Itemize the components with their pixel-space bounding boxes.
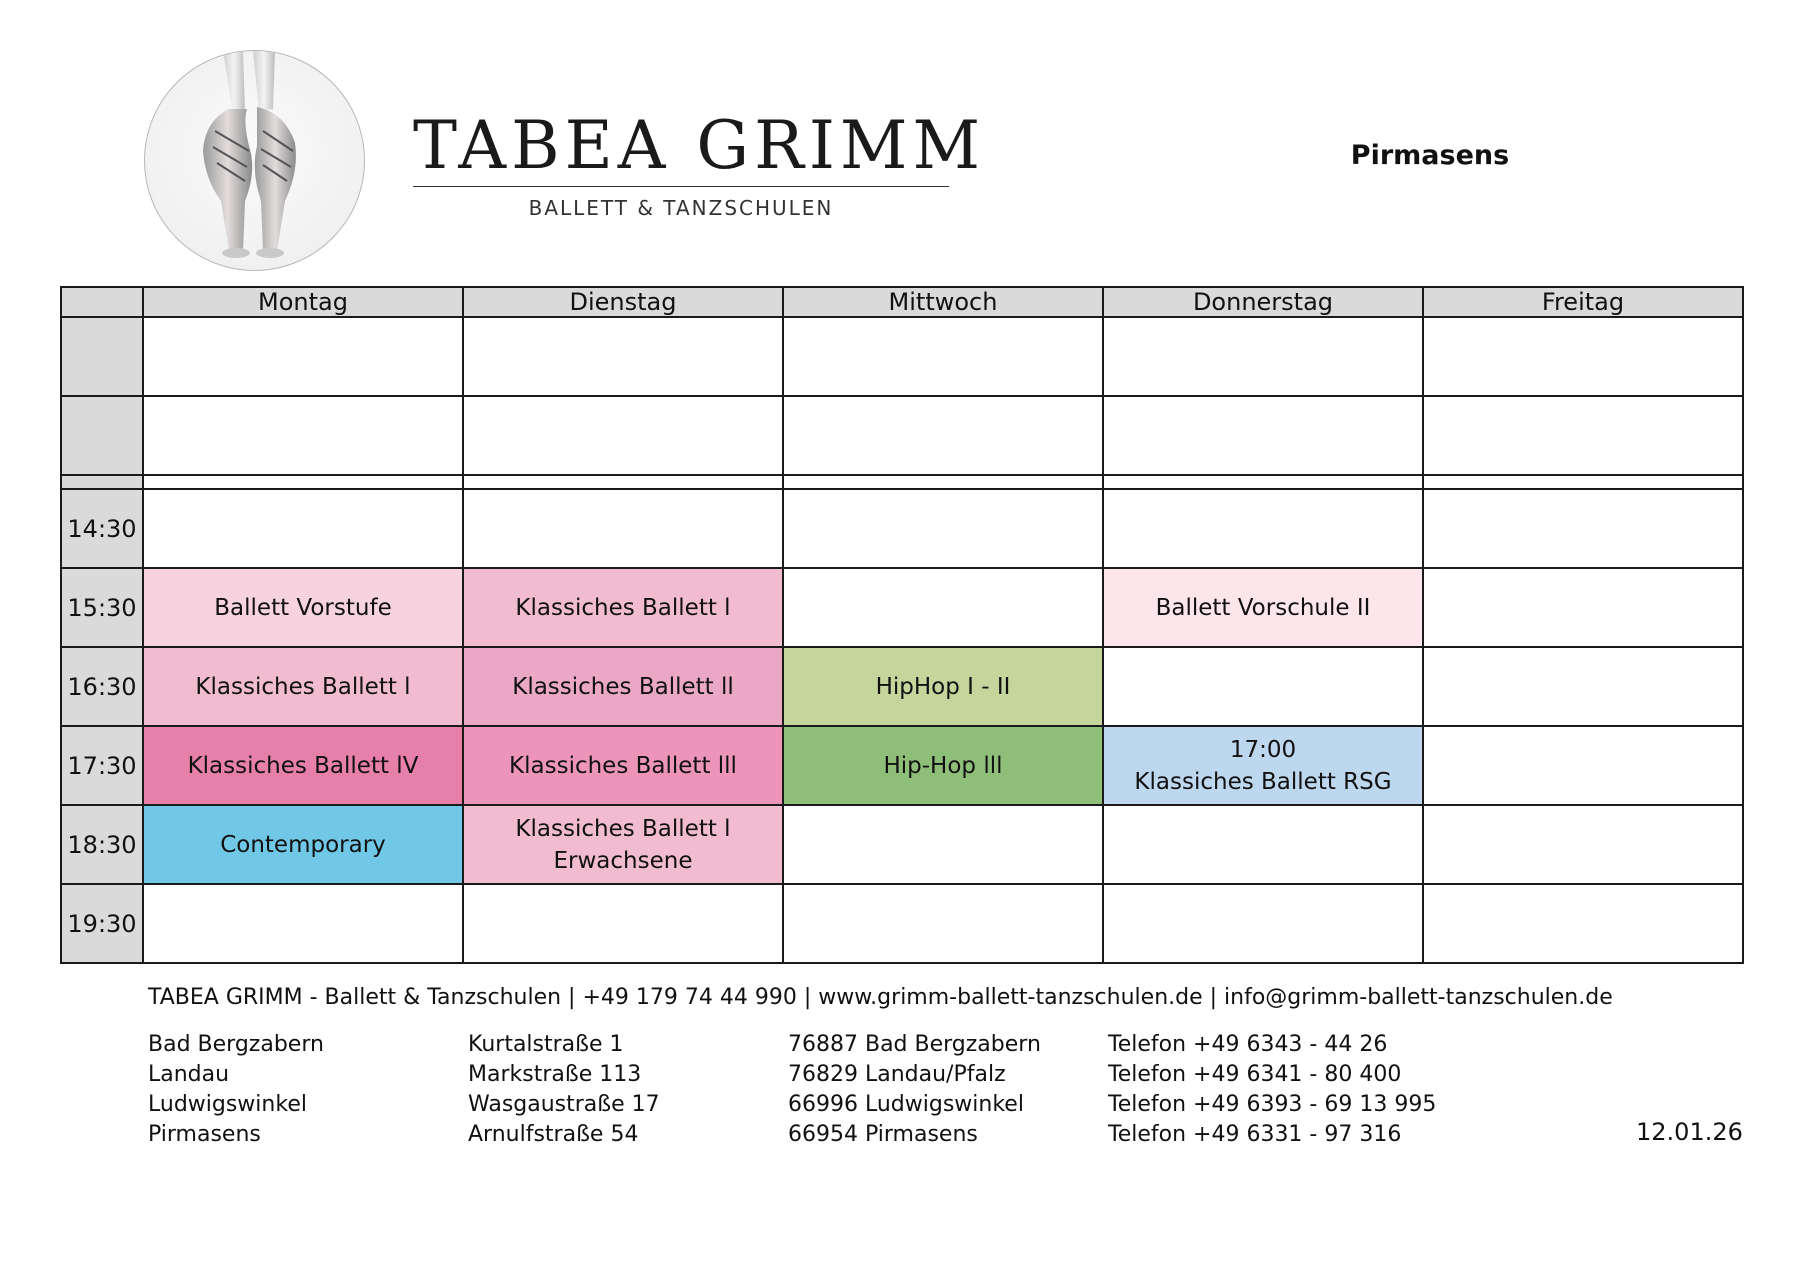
address-street: Kurtalstraße 1 <box>468 1032 624 1057</box>
lesson-cell: Contemporary <box>143 805 463 884</box>
address-street: Arnulfstraße 54 <box>468 1122 639 1147</box>
schedule-row <box>61 489 1743 568</box>
lesson-cell <box>1103 396 1423 475</box>
lesson-cell <box>783 884 1103 963</box>
day-header: Mittwoch <box>783 287 1103 317</box>
time-cell <box>61 317 143 396</box>
day-header: Donnerstag <box>1103 287 1423 317</box>
lesson-cell <box>1423 647 1743 726</box>
address-zip-city: 76829 Landau/Pfalz <box>788 1062 1006 1087</box>
lesson-cell: Klassiches Ballett l <box>143 647 463 726</box>
lesson-cell <box>783 475 1103 489</box>
lesson-cell: Hip-Hop lll <box>783 726 1103 805</box>
empty-row <box>61 317 1743 396</box>
lesson-cell <box>1103 805 1423 884</box>
lesson-cell <box>463 396 783 475</box>
lesson-cell <box>463 489 783 568</box>
lesson-cell <box>463 884 783 963</box>
time-cell <box>61 396 143 475</box>
pointe-shoes-icon <box>145 51 364 270</box>
empty-row <box>61 396 1743 475</box>
schedule-row <box>61 647 1743 726</box>
schedule-row <box>61 726 1743 805</box>
day-header: Freitag <box>1423 287 1743 317</box>
lesson-label: Erwachsene <box>553 847 693 874</box>
lesson-cell <box>1423 396 1743 475</box>
lesson-cell <box>1103 489 1423 568</box>
lesson-cell <box>1423 475 1743 489</box>
lesson-cell <box>1423 568 1743 647</box>
lesson-cell <box>1423 317 1743 396</box>
contact-line: TABEA GRIMM - Ballett & Tanzschulen | +49 179 74 44 990 | www.grimm-ballett-tanzschulen.de | info@grimm-ballett-tanzschulen.de <box>148 985 1613 1010</box>
lesson-cell <box>783 805 1103 884</box>
schedule-row <box>61 884 1743 963</box>
lesson-cell <box>1423 489 1743 568</box>
schedule-row <box>61 805 1743 884</box>
corner-cell <box>61 287 143 317</box>
schedule-header-row <box>61 287 1743 317</box>
location-title: Pirmasens <box>1350 140 1510 171</box>
time-cell: 15:30 <box>61 568 143 647</box>
lesson-cell <box>1103 475 1423 489</box>
address-street-column <box>468 1030 660 1150</box>
lesson-cell <box>1103 726 1423 805</box>
lesson-cell <box>1423 884 1743 963</box>
lesson-cell: Ballett Vorschule II <box>1103 568 1423 647</box>
lesson-cell: Klassiches Ballett lV <box>143 726 463 805</box>
lesson-cell <box>143 489 463 568</box>
address-city: Bad Bergzabern <box>148 1032 324 1057</box>
address-city: Ludwigswinkel <box>148 1092 307 1117</box>
address-street: Wasgaustraße 17 <box>468 1092 660 1117</box>
lesson-cell <box>463 475 783 489</box>
lesson-cell <box>783 317 1103 396</box>
address-city-column <box>148 1030 324 1150</box>
lesson-cell <box>1103 647 1423 726</box>
schedule-row <box>61 568 1743 647</box>
lesson-cell <box>1423 805 1743 884</box>
lesson-cell <box>143 396 463 475</box>
address-zip-city: 66996 Ludwigswinkel <box>788 1092 1024 1117</box>
lesson-cell <box>783 396 1103 475</box>
lesson-cell <box>1103 884 1423 963</box>
lesson-cell <box>143 884 463 963</box>
time-cell: 18:30 <box>61 805 143 884</box>
time-cell: 14:30 <box>61 489 143 568</box>
time-cell: 19:30 <box>61 884 143 963</box>
lesson-cell: Klassiches Ballett lll <box>463 726 783 805</box>
lesson-cell <box>1423 726 1743 805</box>
lesson-cell <box>463 317 783 396</box>
lesson-cell <box>463 805 783 884</box>
address-street: Markstraße 113 <box>468 1062 642 1087</box>
address-phone: Telefon +49 6341 - 80 400 <box>1108 1062 1402 1087</box>
address-zip-city: 66954 Pirmasens <box>788 1122 978 1147</box>
lesson-cell: HipHop I - II <box>783 647 1103 726</box>
address-phone: Telefon +49 6343 - 44 26 <box>1108 1032 1388 1057</box>
lesson-cell <box>1103 317 1423 396</box>
lesson-cell: Klassiches Ballett l <box>463 568 783 647</box>
address-city: Pirmasens <box>148 1122 261 1147</box>
lesson-cell <box>783 568 1103 647</box>
schedule-table <box>60 286 1744 964</box>
lesson-cell: Klassiches Ballett ll <box>463 647 783 726</box>
brand-name: TABEA GRIMM <box>413 107 986 184</box>
time-cell: 16:30 <box>61 647 143 726</box>
lesson-cell <box>783 489 1103 568</box>
time-cell: 17:30 <box>61 726 143 805</box>
lesson-cell: Ballett Vorstufe <box>143 568 463 647</box>
address-zip-column <box>788 1030 1041 1150</box>
address-phone: Telefon +49 6393 - 69 13 995 <box>1108 1092 1437 1117</box>
day-header: Dienstag <box>463 287 783 317</box>
lesson-label: Klassiches Ballett RSG <box>1134 768 1392 795</box>
brand-divider <box>413 186 949 187</box>
lesson-label: Klassiches Ballett l <box>515 815 731 842</box>
lesson-cell <box>143 475 463 489</box>
brand-subtitle: BALLETT & TANZSCHULEN <box>528 196 834 220</box>
document-date: 12.01.26 <box>1636 1118 1743 1146</box>
address-city: Landau <box>148 1062 230 1087</box>
time-cell <box>61 475 143 489</box>
lesson-time: 17:00 <box>1229 736 1297 763</box>
address-zip-city: 76887 Bad Bergzabern <box>788 1032 1041 1057</box>
address-phone-column <box>1108 1030 1436 1150</box>
address-phone: Telefon +49 6331 - 97 316 <box>1108 1122 1402 1147</box>
lesson-cell <box>143 317 463 396</box>
day-header: Montag <box>143 287 463 317</box>
logo-image <box>144 50 365 271</box>
spacer-row <box>61 475 1743 489</box>
